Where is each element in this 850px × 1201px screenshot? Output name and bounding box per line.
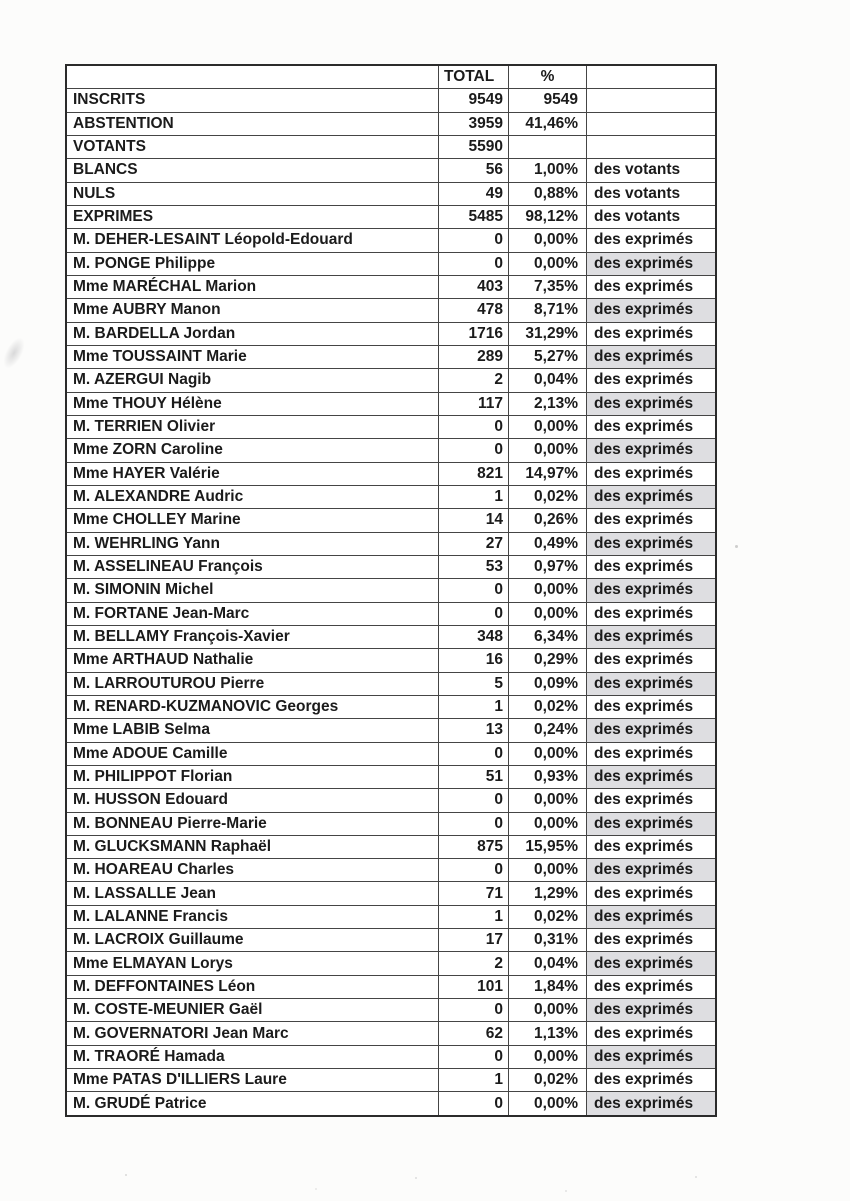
- table-row: [67, 743, 715, 766]
- row-total: 0: [439, 253, 509, 275]
- row-percent: 0,00%: [509, 1092, 587, 1114]
- row-note: des exprimés: [594, 837, 694, 855]
- table-row: [67, 976, 715, 999]
- row-label: NULS: [67, 183, 439, 205]
- row-percent: 15,95%: [509, 836, 587, 858]
- row-note: des exprimés: [594, 744, 694, 762]
- row-total: 56: [439, 159, 509, 181]
- row-label: Mme ZORN Caroline: [67, 439, 439, 461]
- row-note: [587, 113, 715, 135]
- table-row: [67, 1092, 715, 1114]
- row-label: M. AZERGUI Nagib: [67, 369, 439, 391]
- row-label: Mme ELMAYAN Lorys: [67, 952, 439, 974]
- row-percent: 0,04%: [509, 952, 587, 974]
- table-row: [67, 136, 715, 159]
- row-percent: 1,00%: [509, 159, 587, 181]
- row-percent: 0,00%: [509, 416, 587, 438]
- row-label: M. LARROUTUROU Pierre: [67, 673, 439, 695]
- scan-specks-artifact: [125, 1174, 127, 1176]
- row-percent: 0,24%: [509, 719, 587, 741]
- row-percent: 0,09%: [509, 673, 587, 695]
- row-label: M. ALEXANDRE Audric: [67, 486, 439, 508]
- header-percent-cell: %: [509, 66, 587, 88]
- row-note: des exprimés: [594, 791, 694, 809]
- row-label: M. SIMONIN Michel: [67, 579, 439, 601]
- row-total: 9549: [439, 89, 509, 111]
- row-total: 14: [439, 509, 509, 531]
- table-row: [67, 556, 715, 579]
- row-label: VOTANTS: [67, 136, 439, 158]
- row-total: 0: [439, 743, 509, 765]
- row-total: 3959: [439, 113, 509, 135]
- row-label: M. DEFFONTAINES Léon: [67, 976, 439, 998]
- row-note: des exprimés: [587, 719, 715, 741]
- row-note: des exprimés: [594, 278, 694, 296]
- row-label: Mme CHOLLEY Marine: [67, 509, 439, 531]
- row-total: 5590: [439, 136, 509, 158]
- row-percent: 0,00%: [509, 743, 587, 765]
- row-note: des exprimés: [587, 766, 715, 788]
- row-total: 2: [439, 369, 509, 391]
- row-percent: [509, 136, 587, 158]
- row-label: Mme ADOUE Camille: [67, 743, 439, 765]
- row-percent: 0,04%: [509, 369, 587, 391]
- row-total: 289: [439, 346, 509, 368]
- row-note: des votants: [594, 161, 681, 179]
- table-row: [67, 206, 715, 229]
- row-total: 1: [439, 1069, 509, 1091]
- row-total: 0: [439, 416, 509, 438]
- row-percent: 0,00%: [509, 579, 587, 601]
- table-row: [67, 463, 715, 486]
- row-note: des exprimés: [594, 231, 694, 249]
- row-label: M. PONGE Philippe: [67, 253, 439, 275]
- row-note: des exprimés: [594, 418, 694, 436]
- row-percent: 0,02%: [509, 1069, 587, 1091]
- row-percent: 2,13%: [509, 393, 587, 415]
- row-label: BLANCS: [67, 159, 439, 181]
- table-row: [67, 113, 715, 136]
- row-percent: 0,02%: [509, 906, 587, 928]
- row-total: 0: [439, 1092, 509, 1114]
- table-row: [67, 393, 715, 416]
- table-row: [67, 323, 715, 346]
- table-row: [67, 579, 715, 602]
- row-total: 348: [439, 626, 509, 648]
- row-label: M. WEHRLING Yann: [67, 533, 439, 555]
- table-row: [67, 836, 715, 859]
- header-note-cell: [587, 66, 715, 88]
- row-total: 71: [439, 882, 509, 904]
- row-note: des exprimés: [587, 626, 715, 648]
- row-note: des exprimés: [594, 558, 694, 576]
- row-note: des exprimés: [587, 813, 715, 835]
- row-note: des exprimés: [594, 1024, 694, 1042]
- row-label: Mme THOUY Hélène: [67, 393, 439, 415]
- table-row: [67, 486, 715, 509]
- table-row: [67, 859, 715, 882]
- table-row: [67, 253, 715, 276]
- table-row: [67, 439, 715, 462]
- row-percent: 14,97%: [509, 463, 587, 485]
- row-percent: 0,00%: [509, 603, 587, 625]
- table-row: [67, 183, 715, 206]
- row-label: M. HUSSON Edouard: [67, 789, 439, 811]
- row-label: M. FORTANE Jean-Marc: [67, 603, 439, 625]
- row-label: M. LASSALLE Jean: [67, 882, 439, 904]
- table-row: [67, 346, 715, 369]
- row-percent: 1,84%: [509, 976, 587, 998]
- row-percent: 9549: [509, 89, 587, 111]
- row-label: M. HOAREAU Charles: [67, 859, 439, 881]
- row-label: Mme HAYER Valérie: [67, 463, 439, 485]
- row-label: Mme AUBRY Manon: [67, 299, 439, 321]
- row-total: 27: [439, 533, 509, 555]
- row-note: des exprimés: [587, 1092, 715, 1114]
- row-total: 1: [439, 696, 509, 718]
- row-note: des exprimés: [594, 604, 694, 622]
- row-percent: 6,34%: [509, 626, 587, 648]
- row-total: 875: [439, 836, 509, 858]
- row-percent: 41,46%: [509, 113, 587, 135]
- row-label: M. RENARD-KUZMANOVIC Georges: [67, 696, 439, 718]
- table-row: [67, 416, 715, 439]
- row-total: 1: [439, 486, 509, 508]
- scan-smudge-artifact: [0, 334, 29, 372]
- row-percent: 5,27%: [509, 346, 587, 368]
- row-percent: 0,00%: [509, 859, 587, 881]
- table-row: [67, 229, 715, 252]
- row-note: des exprimés: [587, 253, 715, 275]
- row-total: 5: [439, 673, 509, 695]
- row-total: 478: [439, 299, 509, 321]
- row-percent: 1,13%: [509, 1022, 587, 1044]
- row-total: 62: [439, 1022, 509, 1044]
- table-row: [67, 789, 715, 812]
- row-percent: 0,00%: [509, 439, 587, 461]
- row-percent: 0,49%: [509, 533, 587, 555]
- row-note: des exprimés: [587, 1046, 715, 1068]
- row-total: 117: [439, 393, 509, 415]
- row-percent: 0,88%: [509, 183, 587, 205]
- row-total: 0: [439, 1046, 509, 1068]
- table-row: [67, 999, 715, 1022]
- row-total: 17: [439, 929, 509, 951]
- row-note: des exprimés: [587, 673, 715, 695]
- row-label: Mme TOUSSAINT Marie: [67, 346, 439, 368]
- row-percent: 1,29%: [509, 882, 587, 904]
- row-label: Mme ARTHAUD Nathalie: [67, 649, 439, 671]
- row-total: 13: [439, 719, 509, 741]
- row-percent: 7,35%: [509, 276, 587, 298]
- row-percent: 0,00%: [509, 253, 587, 275]
- row-total: 49: [439, 183, 509, 205]
- row-note: des exprimés: [587, 439, 715, 461]
- row-note: des exprimés: [587, 999, 715, 1021]
- scan-dot-artifact: [735, 545, 738, 548]
- row-label: M. COSTE-MEUNIER Gaël: [67, 999, 439, 1021]
- row-note: des exprimés: [587, 579, 715, 601]
- row-label: M. DEHER-LESAINT Léopold-Edouard: [67, 229, 439, 251]
- row-percent: 0,00%: [509, 813, 587, 835]
- row-label: M. PHILIPPOT Florian: [67, 766, 439, 788]
- row-note: des votants: [594, 184, 681, 202]
- row-total: 0: [439, 603, 509, 625]
- row-label: M. GRUDÉ Patrice: [67, 1092, 439, 1114]
- row-note: des exprimés: [587, 346, 715, 368]
- row-total: 2: [439, 952, 509, 974]
- row-note: des exprimés: [594, 371, 694, 389]
- row-percent: 0,00%: [509, 789, 587, 811]
- row-note: des votants: [594, 208, 681, 226]
- row-total: 403: [439, 276, 509, 298]
- row-note: des exprimés: [594, 1071, 694, 1089]
- row-percent: 0,31%: [509, 929, 587, 951]
- row-percent: 0,02%: [509, 486, 587, 508]
- table-row: [67, 882, 715, 905]
- row-label: M. BARDELLA Jordan: [67, 323, 439, 345]
- row-label: ABSTENTION: [67, 113, 439, 135]
- row-note: des exprimés: [594, 884, 694, 902]
- row-percent: 0,02%: [509, 696, 587, 718]
- row-label: M. BONNEAU Pierre-Marie: [67, 813, 439, 835]
- table-row: [67, 276, 715, 299]
- header-total-cell: TOTAL: [439, 66, 509, 88]
- row-note: des exprimés: [594, 464, 694, 482]
- table-row: [67, 89, 715, 112]
- row-total: 0: [439, 229, 509, 251]
- row-percent: 98,12%: [509, 206, 587, 228]
- row-total: 53: [439, 556, 509, 578]
- row-total: 0: [439, 859, 509, 881]
- row-label: M. LACROIX Guillaume: [67, 929, 439, 951]
- table-row: [67, 649, 715, 672]
- row-total: 0: [439, 579, 509, 601]
- row-total: 0: [439, 439, 509, 461]
- row-total: 51: [439, 766, 509, 788]
- results-table: [65, 64, 717, 1117]
- table-row: [67, 766, 715, 789]
- row-total: 821: [439, 463, 509, 485]
- row-percent: 0,29%: [509, 649, 587, 671]
- row-note: des exprimés: [594, 511, 694, 529]
- row-label: M. ASSELINEAU François: [67, 556, 439, 578]
- table-row: [67, 509, 715, 532]
- row-total: 0: [439, 813, 509, 835]
- row-total: 101: [439, 976, 509, 998]
- row-note: des exprimés: [594, 931, 694, 949]
- table-row: [67, 952, 715, 975]
- row-label: INSCRITS: [67, 89, 439, 111]
- row-note: des exprimés: [587, 533, 715, 555]
- row-label: EXPRIMES: [67, 206, 439, 228]
- row-total: 0: [439, 999, 509, 1021]
- table-row: [67, 159, 715, 182]
- row-label: M. BELLAMY François-Xavier: [67, 626, 439, 648]
- row-note: des exprimés: [587, 906, 715, 928]
- table-row: [67, 299, 715, 322]
- table-row: [67, 369, 715, 392]
- table-row: [67, 533, 715, 556]
- row-label: M. GLUCKSMANN Raphaël: [67, 836, 439, 858]
- table-row: [67, 929, 715, 952]
- row-label: M. TRAORÉ Hamada: [67, 1046, 439, 1068]
- table-row: [67, 906, 715, 929]
- table-row: [67, 603, 715, 626]
- table-header-row: [67, 66, 715, 89]
- table-row: [67, 1022, 715, 1045]
- row-percent: 31,29%: [509, 323, 587, 345]
- row-label: Mme LABIB Selma: [67, 719, 439, 741]
- row-total: 5485: [439, 206, 509, 228]
- row-label: M. LALANNE Francis: [67, 906, 439, 928]
- row-note: des exprimés: [587, 859, 715, 881]
- row-label: Mme PATAS D'ILLIERS Laure: [67, 1069, 439, 1091]
- row-total: 16: [439, 649, 509, 671]
- table-row: [67, 719, 715, 742]
- row-note: des exprimés: [587, 393, 715, 415]
- row-note: des exprimés: [587, 952, 715, 974]
- row-percent: 0,00%: [509, 1046, 587, 1068]
- table-row: [67, 1069, 715, 1092]
- row-total: 0: [439, 789, 509, 811]
- row-note: des exprimés: [594, 977, 694, 995]
- row-note: des exprimés: [594, 324, 694, 342]
- table-row: [67, 673, 715, 696]
- header-name-cell: [67, 66, 439, 88]
- row-percent: 8,71%: [509, 299, 587, 321]
- row-note: des exprimés: [587, 299, 715, 321]
- row-total: 1716: [439, 323, 509, 345]
- row-label: M. GOVERNATORI Jean Marc: [67, 1022, 439, 1044]
- table-row: [67, 626, 715, 649]
- row-note: des exprimés: [594, 651, 694, 669]
- table-row: [67, 696, 715, 719]
- row-percent: 0,97%: [509, 556, 587, 578]
- table-row: [67, 813, 715, 836]
- row-label: Mme MARÉCHAL Marion: [67, 276, 439, 298]
- row-note: des exprimés: [587, 486, 715, 508]
- row-percent: 0,26%: [509, 509, 587, 531]
- row-percent: 0,93%: [509, 766, 587, 788]
- row-note: [587, 89, 715, 111]
- row-note: [587, 136, 715, 158]
- row-percent: 0,00%: [509, 229, 587, 251]
- row-label: M. TERRIEN Olivier: [67, 416, 439, 438]
- table-row: [67, 1046, 715, 1069]
- row-total: 1: [439, 906, 509, 928]
- row-note: des exprimés: [594, 698, 694, 716]
- row-percent: 0,00%: [509, 999, 587, 1021]
